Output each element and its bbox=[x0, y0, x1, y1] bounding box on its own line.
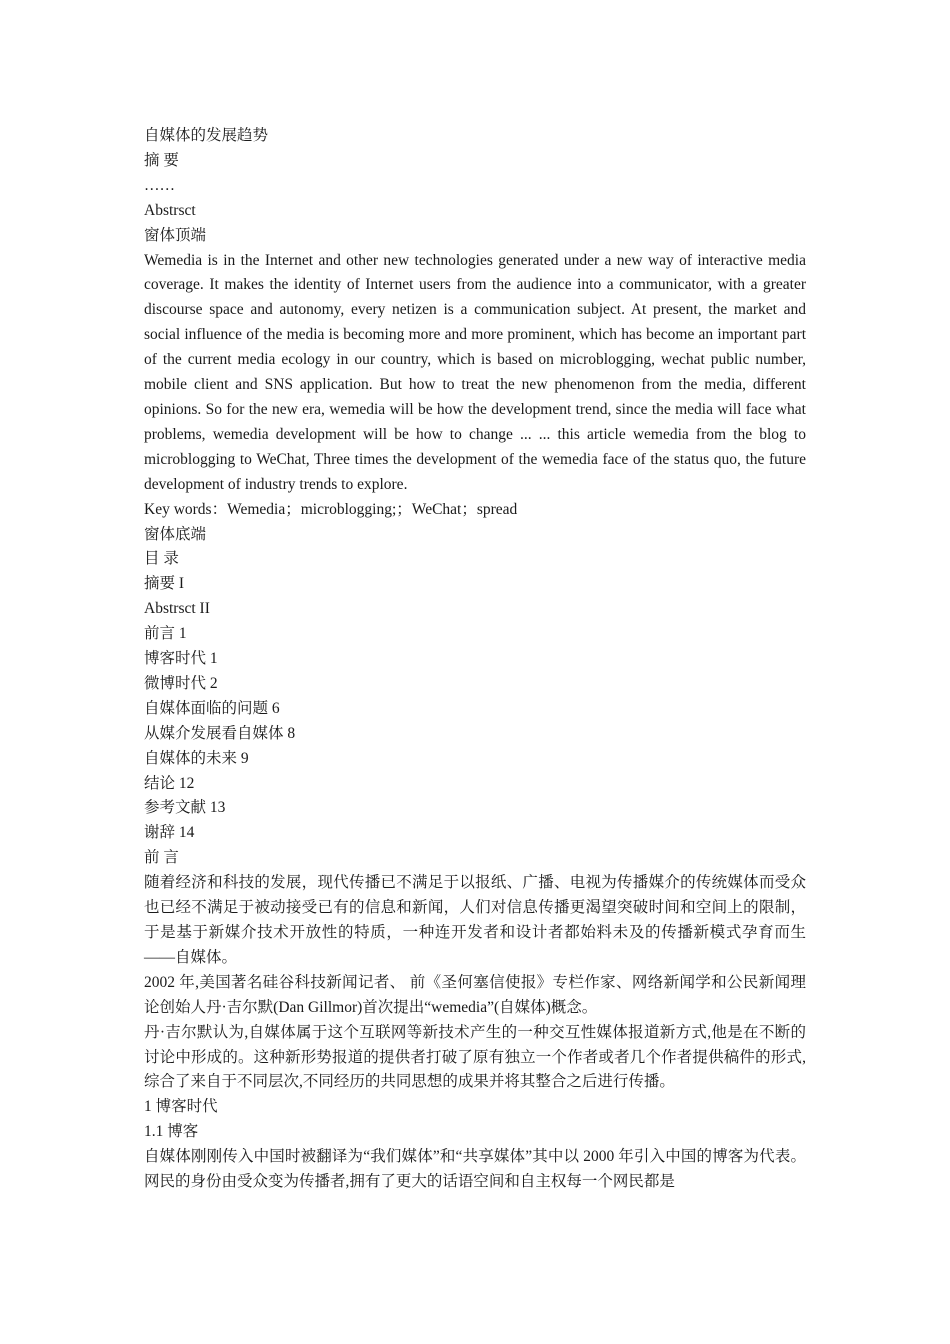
toc-item: 谢辞 14 bbox=[144, 824, 195, 842]
toc-item: 自媒体面临的问题 6 bbox=[144, 699, 280, 717]
toc-item: 前言 1 bbox=[144, 625, 187, 643]
document-page bbox=[144, 124, 806, 1195]
toc-item: 摘要 I bbox=[144, 575, 185, 593]
abstract-en-body: Wemedia is in the Internet and other new technologies generated under a new way of interactive media coverage. It makes the identity of Internet users from the audience into a communicator, with a greater discourse space and autonomy, every netizen is a communication subject. At present, the market and social influence of the media is becoming more and more prominent, which has become an important part of the current media ecology in our country, which is based on microblogging, wechat public number, mobile client and SNS application. But how to treat the new phenomenon from the media, different opinions. So for the new era, wemedia will be how the development trend, since the media will face what problems, wemedia development will be how to change ... ... this article wemedia from the blog to microblogging to WeChat, Three times the development of the wemedia face of the status quo, the future development of industry trends to explore. bbox=[144, 251, 806, 493]
toc-item: Abstrsct II bbox=[144, 600, 210, 618]
section-heading: 1 博客时代 bbox=[144, 1098, 218, 1116]
form-bottom-marker: 窗体底端 bbox=[144, 525, 207, 543]
toc-item: 自媒体的未来 9 bbox=[144, 749, 249, 767]
preface-paragraph: 随着经济和科技的发展，现代传播已不满足于以报纸、广播、电视为传播媒介的传统媒体而受众也已经不满足于被动接受已有的信息和新闻，人们对信息传播更渴望突破时间和空间上的限制，于是基于新媒介技术开放性的特质，一种连开发者和设计者都始料未及的传播新模式孕育而生——自媒体。 bbox=[144, 874, 806, 966]
toc-item: 参考文献 13 bbox=[144, 799, 226, 817]
abstract-en-heading: Abstrsct bbox=[144, 201, 196, 219]
keywords-line: Key words：Wemedia；microblogging;；WeChat；spread bbox=[144, 500, 518, 518]
document-title: 自媒体的发展趋势 bbox=[144, 127, 269, 144]
toc-item: 博客时代 1 bbox=[144, 650, 218, 668]
toc-item: 微博时代 2 bbox=[144, 674, 218, 692]
subsection-heading: 1.1 博客 bbox=[144, 1123, 199, 1141]
abstract-ellipsis: …… bbox=[144, 176, 175, 194]
toc-item: 从媒介发展看自媒体 8 bbox=[144, 724, 296, 742]
abstract-heading: 摘 要 bbox=[144, 151, 179, 169]
body-paragraph: 自媒体刚刚传入中国时被翻译为“我们媒体”和“共享媒体”其中以 2000 年引入中国的博客为代表。网民的身份由受众变为传播者,拥有了更大的话语空间和自主权每一个网民都是 bbox=[144, 1148, 806, 1191]
preface-heading: 前 言 bbox=[144, 849, 179, 867]
preface-paragraph: 2002 年,美国著名硅谷科技新闻记者、 前《圣何塞信使报》专栏作家、网络新闻学和公民新闻理论创始人丹·吉尔默(Dan Gillmor)首次提出“wemedia”(自媒体)概念。 bbox=[144, 973, 806, 1016]
form-top-marker: 窗体顶端 bbox=[144, 226, 207, 244]
toc-heading: 目 录 bbox=[144, 550, 179, 568]
preface-paragraph: 丹·吉尔默认为,自媒体属于这个互联网等新技术产生的一种交互性媒体报道新方式,他是在不断的讨论中形成的。这种新形势报道的提供者打破了原有独立一个作者或者几个作者提供稿件的形式,综合了来自于不同层次,不同经历的共同思想的成果并将其整合之后进行传播。 bbox=[144, 1023, 806, 1091]
toc-item: 结论 12 bbox=[144, 774, 195, 792]
